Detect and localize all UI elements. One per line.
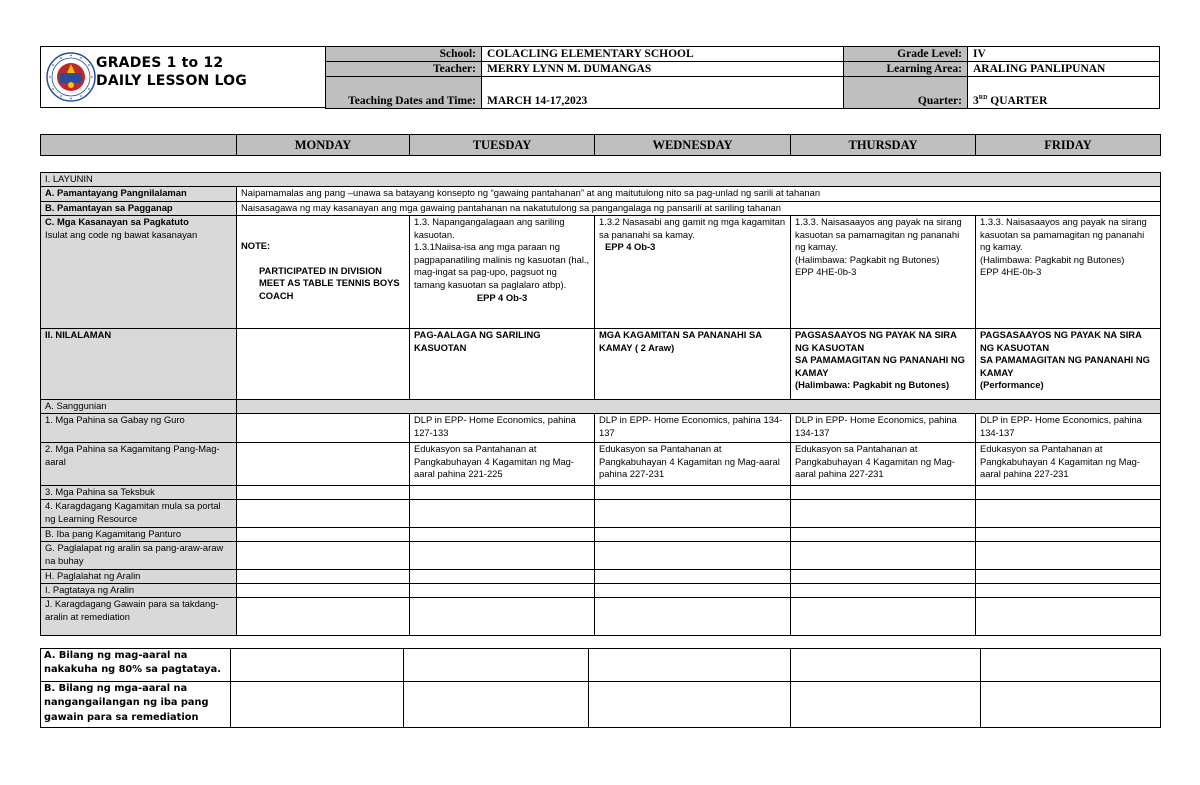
friday-teksbuk	[976, 486, 1161, 500]
tuesday-lr-portal	[410, 500, 595, 528]
row-label-iba-pang: B. Iba pang Kagamitang Panturo	[41, 528, 237, 542]
monday-kasanayan	[237, 216, 410, 329]
day-wednesday: WEDNESDAY	[595, 135, 791, 156]
friday-kagamitang: Edukasyon sa Pantahanan at Pangkabuhayan 4 Kagamitan ng Mag-aaral pahina 227-231	[976, 443, 1161, 486]
monday-kagamitang	[237, 443, 410, 486]
friday-karagdagang-gawain	[976, 598, 1161, 636]
day-friday: FRIDAY	[976, 135, 1161, 156]
tuesday-teksbuk	[410, 486, 595, 500]
kasanayan-sublabel: Isulat ang code ng bawat kasanayan	[45, 228, 198, 240]
wednesday-karagdagang-gawain	[595, 598, 791, 636]
pamantayan-sa-pagganap-value: Naisasagawa ng may kasanayan ang mga gawaing pantahanan na nakatutulong sa pangangalaga ng pansarili at sariling tahanan	[237, 202, 1161, 216]
grade-value: IV	[968, 47, 1160, 62]
bottom-a-monday	[231, 649, 404, 682]
row-label-kasanayan	[41, 216, 237, 329]
day-tuesday: TUESDAY	[410, 135, 595, 156]
bottom-b-tuesday	[404, 682, 589, 728]
row-label-kagamitang-pang-mag-aaral: 2. Mga Pahina sa Kagamitang Pang-Mag-aaral	[41, 443, 237, 486]
wednesday-gabay: DLP in EPP- Home Economics, pahina 134-137	[595, 414, 791, 443]
thursday-iba-pang	[791, 528, 976, 542]
thursday-nilalaman: PAGSASAAYOS NG PAYAK NA SIRA NG KASUOTAN SA PAMAMAGITAN NG PANANAHI NG KAMAY (Halimbawa: Pagkabit ng Butones)	[791, 329, 976, 400]
tuesday-iba-pang	[410, 528, 595, 542]
tuesday-kasanayan-text: 1.3. Napangangalagaan ang sariling kasuotan. 1.3.1Naiisa-isa ang mga paraan ng pagpapanatiling malinis ng kasuotan (hal., mag-ingat sa pag-upo, pagsuot ng tamang kasuotan sa paglalaro atbp).	[414, 216, 590, 290]
bottom-b-wednesday	[589, 682, 791, 728]
monday-note-text: PARTICIPATED IN DIVISION MEET AS TABLE TENNIS BOYS COACH	[259, 264, 400, 301]
wednesday-kasanayan-code: EPP 4 Ob-3	[605, 241, 656, 253]
row-label-teksbuk: 3. Mga Pahina sa Teksbuk	[41, 486, 237, 500]
monday-iba-pang	[237, 528, 410, 542]
wednesday-teksbuk	[595, 486, 791, 500]
thursday-paglalapat	[791, 542, 976, 570]
dates-value: MARCH 14-17,2023	[482, 77, 844, 109]
tuesday-kasanayan-code: EPP 4 Ob-3	[476, 291, 528, 303]
wednesday-kagamitang: Edukasyon sa Pantahanan at Pangkabuhayan 4 Kagamitan ng Mag-aaral pahina 227-231	[595, 443, 791, 486]
tuesday-karagdagang-gawain	[410, 598, 595, 636]
row-label-pamantayang-pangnilalaman: A. Pamantayang Pangnilalaman	[41, 187, 237, 202]
row-label-lr-portal: 4. Karagdagang Kagamitan mula sa portal ng Learning Resource	[41, 500, 237, 528]
tuesday-kagamitang: Edukasyon sa Pantahanan at Pangkabuhayan 4 Kagamitan ng Mag-aaral pahina 221-225	[410, 443, 595, 486]
friday-gabay: DLP in EPP- Home Economics, pahina 134-137	[976, 414, 1161, 443]
thursday-kasanayan: 1.3.3. Naisasaayos ang payak na sirang kasuotan sa pamamagitan ng pananahi ng kamay. (Halimbawa: Pagkabit ng Butones) EPP 4HE-0b-3	[791, 216, 976, 329]
wednesday-nilalaman: MGA KAGAMITAN SA PANANAHI SA KAMAY ( 2 Araw)	[595, 329, 791, 400]
friday-lr-portal	[976, 500, 1161, 528]
bottom-a-thursday	[791, 649, 981, 682]
bottom-a-friday	[981, 649, 1161, 682]
thursday-paglalahat	[791, 570, 976, 584]
thursday-pagtataya	[791, 584, 976, 598]
wednesday-paglalapat	[595, 542, 791, 570]
friday-paglalahat	[976, 570, 1161, 584]
monday-karagdagang-gawain	[237, 598, 410, 636]
dates-label: Teaching Dates and Time:	[326, 77, 482, 109]
deped-seal-icon	[46, 52, 96, 102]
monday-note: NOTE:	[241, 240, 271, 251]
tuesday-paglalahat	[410, 570, 595, 584]
day-header-blank	[41, 135, 237, 156]
title-line-2: DAILY LESSON LOG	[96, 73, 247, 89]
school-value: COLACLING ELEMENTARY SCHOOL	[482, 47, 844, 62]
wednesday-lr-portal	[595, 500, 791, 528]
wednesday-paglalahat	[595, 570, 791, 584]
wednesday-kasanayan-text: 1.3.2 Nasasabi ang gamit ng mga kagamitan sa pananahi sa kamay.	[599, 216, 786, 240]
teacher-value: MERRY LYNN M. DUMANGAS	[482, 62, 844, 77]
grade-label: Grade Level:	[844, 47, 968, 62]
friday-pagtataya	[976, 584, 1161, 598]
row-label-gabay: 1. Mga Pahina sa Gabay ng Guro	[41, 414, 237, 443]
sanggunian-fill	[237, 400, 1161, 414]
teacher-label: Teacher:	[326, 62, 482, 77]
monday-paglalahat	[237, 570, 410, 584]
learning-area-value: ARALING PANLIPUNAN	[968, 62, 1160, 77]
tuesday-paglalapat	[410, 542, 595, 570]
title-line-1: GRADES 1 to 12	[96, 55, 224, 71]
monday-pagtataya	[237, 584, 410, 598]
kasanayan-label: C. Mga Kasanayan sa Pagkatuto	[45, 216, 189, 227]
row-label-karagdagang-gawain: J. Karagdagang Gawain para sa takdang-aralin at remediation	[41, 598, 237, 636]
monday-nilalaman	[237, 329, 410, 400]
wednesday-iba-pang	[595, 528, 791, 542]
monday-gabay	[237, 414, 410, 443]
bottom-b-friday	[981, 682, 1161, 728]
tuesday-gabay: DLP in EPP- Home Economics, pahina 127-133	[410, 414, 595, 443]
tuesday-nilalaman: PAG-AALAGA NG SARILING KASUOTAN	[410, 329, 595, 400]
thursday-gabay: DLP in EPP- Home Economics, pahina 134-137	[791, 414, 976, 443]
row-label-paglalahat: H. Paglalahat ng Aralin	[41, 570, 237, 584]
wednesday-pagtataya	[595, 584, 791, 598]
tuesday-pagtataya	[410, 584, 595, 598]
quarter-value: 3RD QUARTER	[968, 77, 1160, 109]
monday-paglalapat	[237, 542, 410, 570]
info-table	[325, 46, 1160, 109]
section-layunin: I. LAYUNIN	[41, 173, 1161, 187]
thursday-lr-portal	[791, 500, 976, 528]
day-thursday: THURSDAY	[791, 135, 976, 156]
friday-iba-pang	[976, 528, 1161, 542]
row-label-pamantayan-sa-pagganap: B. Pamantayan sa Pagganap	[41, 202, 237, 216]
bottom-a-wednesday	[589, 649, 791, 682]
remarks-table	[40, 648, 1161, 728]
thursday-teksbuk	[791, 486, 976, 500]
day-header	[40, 134, 1161, 156]
tuesday-kasanayan	[410, 216, 595, 329]
day-monday: MONDAY	[237, 135, 410, 156]
friday-paglalapat	[976, 542, 1161, 570]
friday-kasanayan: 1.3.3. Naisasaayos ang payak na sirang kasuotan sa pamamagitan ng pananahi ng kamay. (Halimbawa: Pagkabit ng Butones) EPP 4HE-0b-3	[976, 216, 1161, 329]
bottom-label-a: A. Bilang ng mag-aaral na nakakuha ng 80% sa pagtataya.	[41, 649, 231, 682]
row-label-nilalaman: II. NILALAMAN	[41, 329, 237, 400]
bottom-label-b: B. Bilang ng mga-aaral na nangangailangan ng iba pang gawain para sa remediation	[41, 682, 231, 728]
row-label-sanggunian: A. Sanggunian	[41, 400, 237, 414]
bottom-b-thursday	[791, 682, 981, 728]
quarter-label: Quarter:	[844, 77, 968, 109]
lesson-grid	[40, 172, 1161, 636]
thursday-kagamitang: Edukasyon sa Pantahanan at Pangkabuhayan 4 Kagamitan ng Mag-aaral pahina 227-231	[791, 443, 976, 486]
monday-lr-portal	[237, 500, 410, 528]
school-label: School:	[326, 47, 482, 62]
row-label-pagtataya: I. Pagtataya ng Aralin	[41, 584, 237, 598]
bottom-a-tuesday	[404, 649, 589, 682]
row-label-paglalapat: G. Paglalapat ng aralin sa pang-araw-araw na buhay	[41, 542, 237, 570]
friday-nilalaman: PAGSASAAYOS NG PAYAK NA SIRA NG KASUOTAN SA PAMAMAGITAN NG PANANAHI NG KAMAY (Performance)	[976, 329, 1161, 400]
learning-area-label: Learning Area:	[844, 62, 968, 77]
bottom-b-monday	[231, 682, 404, 728]
wednesday-kasanayan	[595, 216, 791, 329]
pamantayang-pangnilalaman-value: Naipamamalas ang pang –unawa sa batayang konsepto ng “gawaing pantahanan” at ang maitutulong nito sa pag-unlad ng sarili at tahanan	[237, 187, 1161, 202]
monday-teksbuk	[237, 486, 410, 500]
thursday-karagdagang-gawain	[791, 598, 976, 636]
